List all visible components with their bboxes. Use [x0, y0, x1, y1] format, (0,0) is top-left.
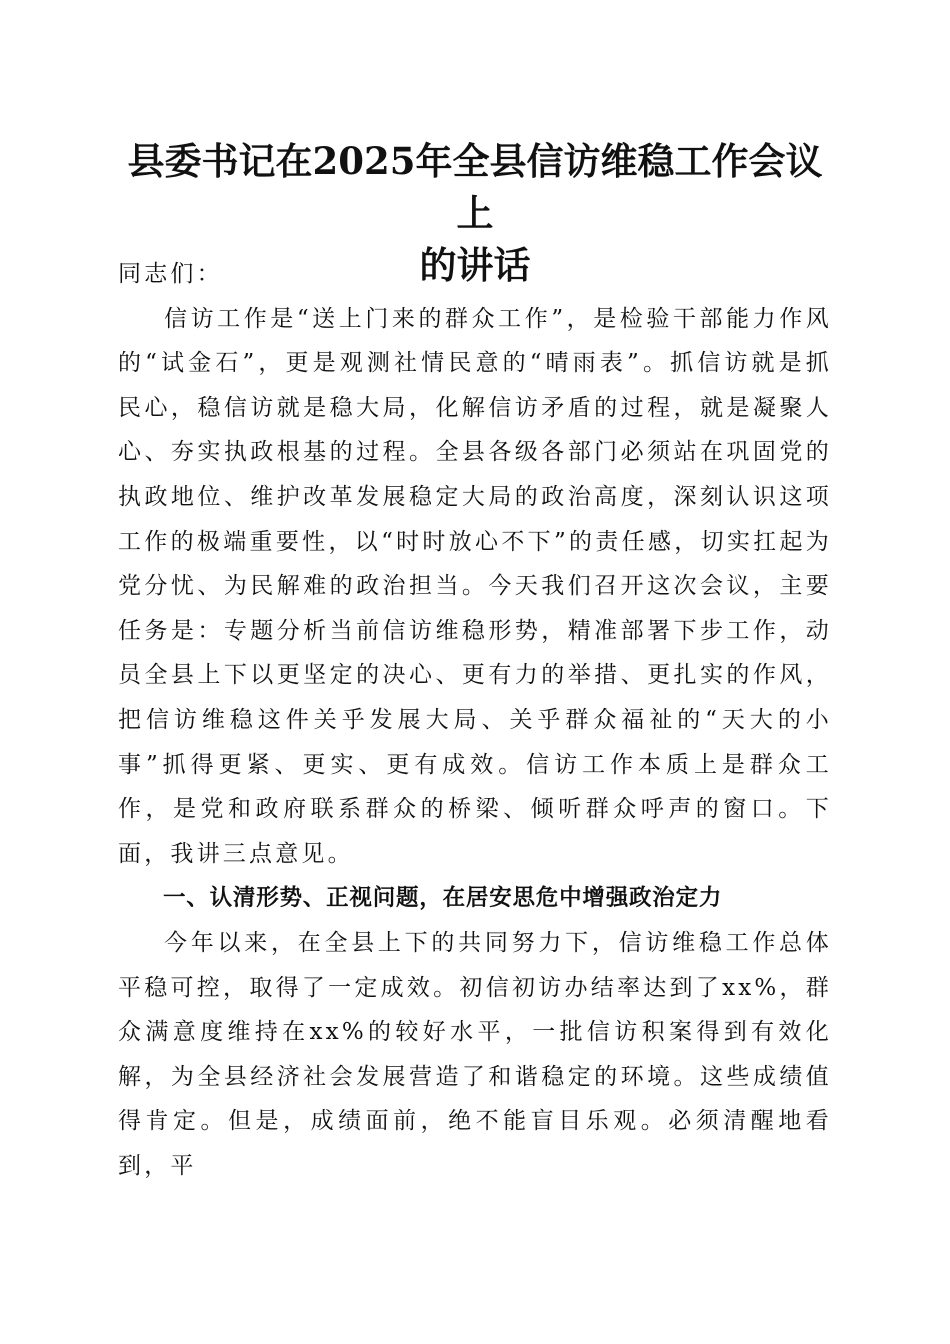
section-1-heading: 一、认清形势、正视问题，在居安思危中增强政治定力 — [163, 885, 723, 912]
section-1-paragraph: 今年以来，在全县上下的共同努力下，信访维稳工作总体平稳可控，取得了一定成效。初信初访办结率达到了xx%，群众满意度维持在xx%的较好水平，一批信访积案得到有效化解，为全县经济社会发展营造了和谐稳定的环境。这些成绩值得肯定。但是，成绩面前，绝不能盲目乐观。必须清醒地看到，平 — [118, 929, 832, 1179]
title-line-1: 县委书记在2025年全县信访维稳工作会议上 — [127, 139, 823, 235]
intro-paragraph: 信访工作是“送上门来的群众工作”，是检验干部能力作风的“试金石”，更是观测社情民意的“晴雨表”。抓信访就是抓民心，稳信访就是稳大局，化解信访矛盾的过程，就是凝聚人心、夯实执政根基的过程。全县各级各部门必须站在巩固党的执政地位、维护改革发展稳定大局的政治高度，深刻认识这项工作的极端重要性，以“时时放心不下”的责任感，切实扛起为党分忧、为民解难的政治担当。今天我们召开这次会议，主要任务是：专题分析当前信访维稳形势，精准部署下步工作，动员全县上下以更坚定的决心、更有力的举措、更扎实的作风，把信访维稳这件关乎发展大局、关乎群众福祉的“天大的小事”抓得更紧、更实、更有成效。信访工作本质上是群众工作，是党和政府联系群众的桥梁、倾听群众呼声的窗口。下面，我讲三点意见。 — [118, 305, 832, 867]
document-body — [118, 252, 832, 1188]
title-line-2: 的讲话 — [419, 243, 531, 287]
salutation: 同志们： — [118, 261, 223, 287]
